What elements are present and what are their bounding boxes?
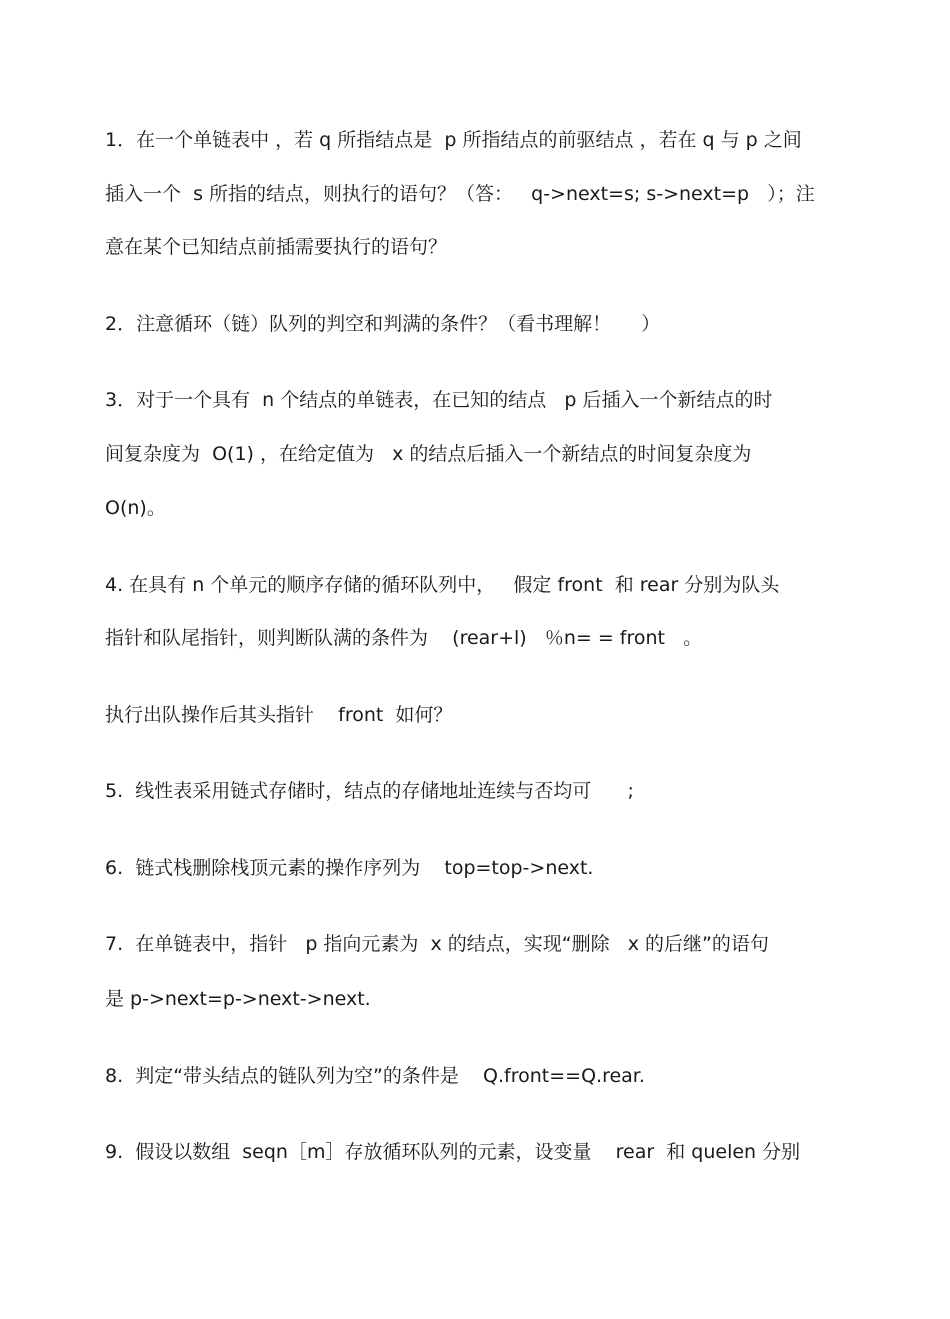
- text-line-4: 2．注意循环（链）队列的判空和判满的条件？（看书理解！ ）: [105, 313, 661, 335]
- text-line-16: 9. 假设以数组 seqn［m］存放循环队列的元素，设变量 rear 和 quelen 分别: [105, 1141, 801, 1163]
- text-line-2: 插入一个 s 所指的结点，则执行的语句？（答： q->next=s; s->next=p ）；注: [105, 183, 815, 205]
- text-line-9: 指针和队尾指针，则判断队满的条件为 (rear+l) ％n= = front 。: [105, 627, 703, 649]
- text-line-15: 8. 判定“带头结点的链队列为空”的条件是 Q.front==Q.rear.: [105, 1065, 645, 1087]
- text-line-12: 6. 链式栈删除栈顶元素的操作序列为 top=top->next.: [105, 857, 594, 879]
- text-line-1: 1．在一个单链表中 ，若 q 所指结点是 p 所指结点的前驱结点 ，若在 q 与 p 之间: [105, 129, 802, 151]
- text-line-11: 5. 线性表采用链式存储时，结点的存储地址连续与否均可 ;: [105, 780, 634, 802]
- text-line-5: 3．对于一个具有 n 个结点的单链表，在已知的结点 p 后插入一个新结点的时: [105, 389, 773, 411]
- text-line-14: 是 p->next=p->next->next.: [105, 988, 371, 1010]
- text-line-3: 意在某个已知结点前插需要执行的语句？: [105, 236, 448, 258]
- text-line-13: 7. 在单链表中，指针 p 指向元素为 x 的结点，实现“删除 x 的后继”的语句: [105, 933, 769, 955]
- text-line-8: 4. 在具有 n 个单元的顺序存储的循环队列中， 假定 front 和 rear 分别为队头: [105, 574, 780, 596]
- text-line-10: 执行出队操作后其头指针 front 如何？: [105, 704, 453, 726]
- text-line-7: O(n)。: [105, 497, 166, 519]
- text-line-6: 间复杂度为 O(1) ，在给定值为 x 的结点后插入一个新结点的时间复杂度为: [105, 443, 752, 465]
